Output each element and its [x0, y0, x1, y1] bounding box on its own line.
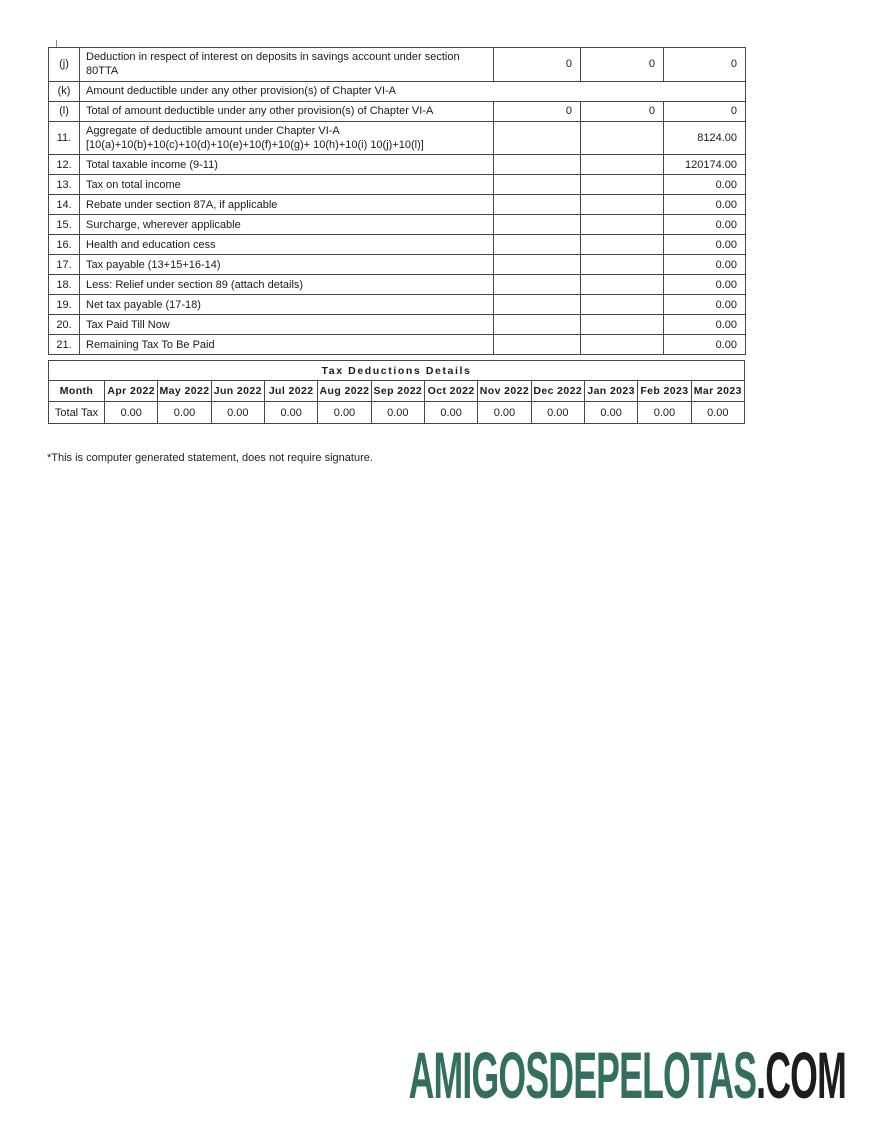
deductible-amount-cell: 0.00	[664, 315, 746, 335]
deductible-amount-cell: 0.00	[664, 195, 746, 215]
month-tax-value-cell: 0.00	[424, 402, 477, 424]
row-number-cell: 18.	[49, 275, 80, 295]
row-number-cell: 13.	[49, 175, 80, 195]
table-row	[49, 81, 746, 101]
row-description-text: Tax on total income	[86, 178, 181, 191]
row-description-text: Surcharge, wherever applicable	[86, 218, 241, 231]
row-number-cell: 20.	[49, 315, 80, 335]
qualifying-amount-cell: 0	[581, 101, 664, 121]
row-number-cell: 21.	[49, 335, 80, 355]
row-description-text: Aggregate of deductible amount under Chapter VI-A	[86, 124, 340, 137]
watermark	[408, 1038, 846, 1112]
month-header-cell: Feb 2023	[638, 381, 691, 402]
month-tax-value-cell: 0.00	[478, 402, 531, 424]
table-row	[49, 195, 746, 215]
table-row	[49, 155, 746, 175]
gross-amount-cell	[494, 335, 581, 355]
gross-amount-cell	[494, 175, 581, 195]
row-description-cell	[80, 315, 494, 335]
qualifying-amount-cell	[581, 235, 664, 255]
gross-amount-cell: 0	[494, 48, 581, 82]
row-number-cell: 12.	[49, 155, 80, 175]
row-number-cell: (j)	[49, 48, 80, 82]
row-number-cell: 17.	[49, 255, 80, 275]
row-description-text: Rebate under section 87A, if applicable	[86, 198, 278, 211]
table-row	[49, 275, 746, 295]
gross-amount-cell	[494, 235, 581, 255]
table-row	[49, 255, 746, 275]
qualifying-amount-cell	[581, 335, 664, 355]
gross-amount-cell	[494, 315, 581, 335]
month-tax-value-cell: 0.00	[691, 402, 744, 424]
row-description-text: Net tax payable (17-18)	[86, 298, 201, 311]
table-row	[49, 361, 745, 381]
qualifying-amount-cell	[581, 295, 664, 315]
deductible-amount-cell: 0.00	[664, 335, 746, 355]
deductible-amount-cell: 0.00	[664, 175, 746, 195]
qualifying-amount-cell	[581, 195, 664, 215]
table-row	[49, 235, 746, 255]
month-header-cell: Aug 2022	[318, 381, 371, 402]
qualifying-amount-cell	[581, 275, 664, 295]
row-description-text: Total of amount deductible under any other provision(s) of Chapter VI-A	[86, 104, 434, 117]
deductible-amount-cell: 120174.00	[664, 155, 746, 175]
computer-generated-note: *This is computer generated statement, does not require signature.	[47, 452, 373, 464]
row-description-text: Tax Paid Till Now	[86, 318, 170, 331]
row-description-cell	[80, 335, 494, 355]
qualifying-amount-cell	[581, 215, 664, 235]
month-tax-value-cell: 0.00	[211, 402, 264, 424]
month-header-cell: Apr 2022	[105, 381, 158, 402]
row-description-cell	[80, 275, 494, 295]
row-description-cell	[80, 215, 494, 235]
row-number-cell: 16.	[49, 235, 80, 255]
gross-amount-cell: 0	[494, 101, 581, 121]
watermark-tld: .COM	[756, 1038, 846, 1112]
row-description-text: Less: Relief under section 89 (attach details)	[86, 278, 304, 291]
month-tax-value-cell: 0.00	[264, 402, 317, 424]
table-row	[49, 48, 746, 82]
month-header-cell: May 2022	[158, 381, 211, 402]
qualifying-amount-cell	[581, 315, 664, 335]
month-column-header: Month	[49, 381, 105, 402]
table-row	[49, 101, 746, 121]
table-row	[49, 335, 746, 355]
row-description-cell	[80, 121, 494, 155]
month-header-cell: Oct 2022	[424, 381, 477, 402]
deductions-title: Tax Deductions Details	[49, 361, 745, 381]
watermark-site-name: AMIGOSDEPELOTAS	[408, 1038, 757, 1112]
row-description-cell	[80, 235, 494, 255]
row-number-cell: 15.	[49, 215, 80, 235]
row-description-text: Health and education cess	[86, 238, 216, 251]
tax-computation-table-body	[49, 48, 746, 355]
table-row	[49, 121, 746, 155]
deductible-amount-cell: 0	[664, 101, 746, 121]
gross-amount-cell	[494, 155, 581, 175]
month-tax-value-cell: 0.00	[158, 402, 211, 424]
gross-amount-cell	[494, 275, 581, 295]
tax-deductions-table	[48, 360, 745, 424]
months-header-row	[49, 381, 745, 402]
month-tax-value-cell: 0.00	[531, 402, 584, 424]
gross-amount-cell	[494, 215, 581, 235]
row-description-cell	[80, 295, 494, 315]
month-tax-value-cell: 0.00	[638, 402, 691, 424]
qualifying-amount-cell	[581, 121, 664, 155]
row-number-cell: 14.	[49, 195, 80, 215]
row-description-text: Total taxable income (9-11)	[86, 158, 218, 171]
table-row	[49, 215, 746, 235]
tax-computation-table	[48, 47, 746, 355]
row-description-cell	[80, 48, 494, 82]
deductible-amount-cell: 0.00	[664, 295, 746, 315]
month-tax-value-cell: 0.00	[318, 402, 371, 424]
row-description-cell	[80, 101, 494, 121]
months-values-row	[49, 402, 745, 424]
row-description-text: Tax payable (13+15+16-14)	[86, 258, 221, 271]
month-header-cell: Jan 2023	[584, 381, 637, 402]
row-description-text: Deduction in respect of interest on deposits in savings account under section 80TTA	[86, 51, 460, 78]
month-tax-value-cell: 0.00	[584, 402, 637, 424]
row-description-cell	[80, 175, 494, 195]
row-number-cell: 11.	[49, 121, 80, 155]
table-row	[49, 315, 746, 335]
month-header-cell: Sep 2022	[371, 381, 424, 402]
gross-amount-cell	[494, 121, 581, 155]
row-description-formula: [10(a)+10(b)+10(c)+10(d)+10(e)+10(f)+10(g)+ 10(h)+10(i) 10(j)+10(l)]	[86, 138, 424, 151]
table-row	[49, 175, 746, 195]
month-tax-value-cell: 0.00	[371, 402, 424, 424]
row-number-cell: 19.	[49, 295, 80, 315]
qualifying-amount-cell: 0	[581, 48, 664, 82]
month-header-cell: Nov 2022	[478, 381, 531, 402]
row-description-text: Remaining Tax To Be Paid	[86, 338, 215, 351]
row-number-cell: (l)	[49, 101, 80, 121]
row-number-cell: (k)	[49, 81, 80, 101]
deductible-amount-cell: 0.00	[664, 215, 746, 235]
month-header-cell: Jul 2022	[264, 381, 317, 402]
month-header-cell: Dec 2022	[531, 381, 584, 402]
row-description-cell	[80, 155, 494, 175]
deductible-amount-cell: 0.00	[664, 275, 746, 295]
gross-amount-cell	[494, 195, 581, 215]
deductible-amount-cell: 0	[664, 48, 746, 82]
qualifying-amount-cell	[581, 255, 664, 275]
row-description-cell	[80, 195, 494, 215]
deductible-amount-cell: 0.00	[664, 235, 746, 255]
total-tax-row-label: Total Tax	[49, 402, 105, 424]
deductible-amount-cell: 8124.00	[664, 121, 746, 155]
deductible-amount-cell: 0.00	[664, 255, 746, 275]
table-row	[49, 295, 746, 315]
month-header-cell: Mar 2023	[691, 381, 744, 402]
row-description-cell: Amount deductible under any other provision(s) of Chapter VI-A	[80, 81, 746, 101]
qualifying-amount-cell	[581, 175, 664, 195]
month-header-cell: Jun 2022	[211, 381, 264, 402]
row-description-cell	[80, 255, 494, 275]
gross-amount-cell	[494, 255, 581, 275]
qualifying-amount-cell	[581, 155, 664, 175]
gross-amount-cell	[494, 295, 581, 315]
month-tax-value-cell: 0.00	[105, 402, 158, 424]
